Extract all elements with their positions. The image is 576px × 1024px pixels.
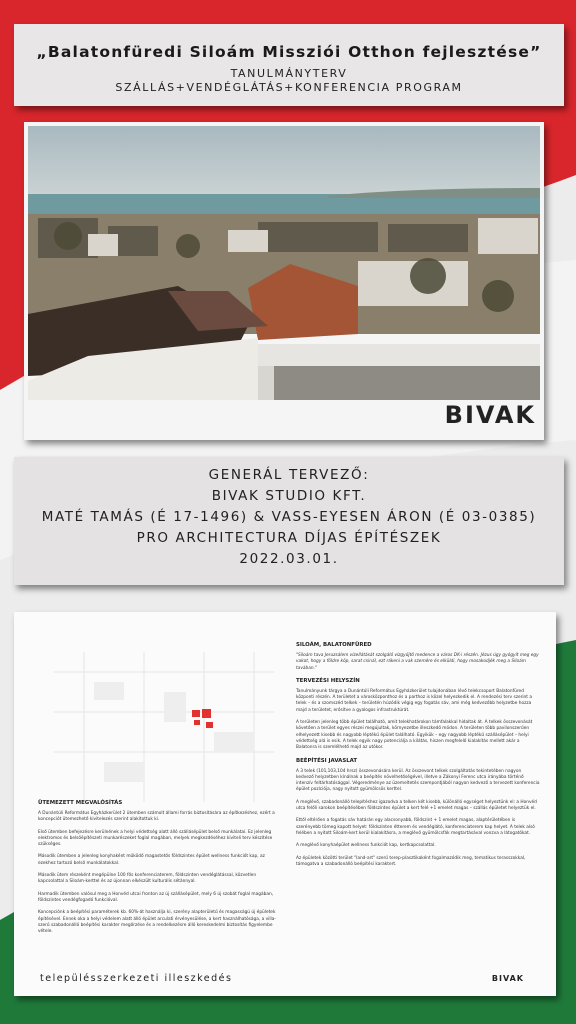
proposal-paragraph: A meglévő konyhaépület wellness funkciót kap, kertkapcsolattal.	[296, 843, 436, 849]
info-line-5: 2022.03.01.	[239, 551, 339, 567]
siloam-quote: "Siloám tava Jeruzsálem vízellátását szolgáló vízgyűjtő medence a város DK-i részén. Jézus úgy gyógyít meg egy vakot, hogy a földre köp, sarat csinál, ezt rákeni a vak szemére és elküldi, hogy mosakodjék meg a Siloám tavában."	[296, 653, 539, 671]
site-plan-drawing	[54, 652, 284, 802]
bivak-logo: BIVAK	[444, 401, 536, 429]
proposal-paragraph: Az épületek közötti terület "land-art" szerű terep-plasztikaként fogalmazódik meg, tematikus terasszokkal, támogatva a szabadonálló beépítési karaktert.	[296, 855, 526, 867]
phasing-paragraph: Második ütemben a jelenleg konyhaként működő magastetős földszintes épület wellness funkciót kap, az ezekhez tartozó belső munkálatokkal.	[38, 854, 265, 866]
site-paragraph: Tanulmányunk tárgya a Dunántúli Református Egyházkerület tulajdonában lévő telekcsoport Balatonfüred központi részén. A területet a városközponthoz és a parthoz is közel helyezkedik el. A rendezési terv szerint a telek – és a szomszéd telkek – területén húzódik végig egy fogatás sáv, ami még kedvezőbb helyzetbe hozza majd a területet, erősítve a gyalogos infrastruktúrát.	[296, 688, 532, 713]
phasing-paragraph: Első ütemben befejezésre kerülnének a helyi védettség alatt álló szállásépület belső munkálatai. Ez jelenleg elektromos és belsőépítészeti munkarészeket foglal magában, melyek megkezdéséhez kiviteli terv készítése szükséges.	[38, 829, 273, 848]
project-program: SZÁLLÁS+VENDÉGLÁTÁS+KONFERENCIA PROGRAM	[115, 81, 463, 94]
phasing-paragraph: Második ütem részeként megépülne 100 fős konferenciaterem, földszinten vendéglátással, közvetlen kapcsolattal a Siloám-kerttel és az újonnan elkészült kulturális sétánnyal.	[38, 873, 257, 885]
photo-card	[24, 122, 544, 440]
siloam-heading: SILOÁM, BALATONFÜRED	[296, 642, 372, 648]
doc-left-column	[38, 800, 278, 941]
site-heading: TERVEZÉSI HELYSZÍN	[296, 677, 360, 684]
doc-right-column	[296, 642, 540, 874]
phasing-paragraph: Harmadik ütemben valósul meg a Honvéd utcai fronton az új szállásépület, mely 6 új szobát foglal magában, földszintes vendégfogadó funkcióval.	[38, 891, 274, 903]
info-line-1: GENERÁL TERVEZŐ:	[208, 467, 370, 483]
document-preview-card	[14, 612, 556, 996]
phasing-heading: ÜTEMEZETT MEGVALÓSÍTÁS	[38, 800, 123, 806]
designer-info-card	[14, 457, 564, 585]
doc-caption: településszerkezeti illeszkedés	[40, 973, 233, 984]
phasing-paragraph: Koncepciónk a beépítési paraméterek kb. 60%-át használja ki, szerény alapterületű és magasságú új épületek építésével. Ennek oka a helyi védelem alatt álló épület arculati érvényesülése, a kert használhatósága, a villa-szerű szabadonálló beépítési karakter megőrzése és a rendelkezésre álló kereskedelmi biztosítás figyelembe vétele.	[38, 910, 276, 935]
project-subtitle: TANULMÁNYTERV	[230, 67, 348, 80]
info-line-4: PRO ARCHITECTURA DÍJAS ÉPÍTÉSZEK	[136, 530, 442, 546]
aerial-photo	[28, 126, 540, 400]
doc-bivak-logo: BIVAK	[491, 974, 524, 983]
phasing-paragraph: A Dunántúli Református Egyházkerület 2 ütemben számolt állami forrás biztosítására az építkezéshez, ezért a koncepciót ütemezhető kivitelezés szerint alakítottuk ki.	[38, 811, 275, 823]
info-line-3: MATÉ TAMÁS (É 17-1496) & VASS-EYESEN ÁRON (É 03-0385)	[41, 509, 537, 525]
site-paragraph: A területen jelenleg több épület található, amit telekhatárokon támfalakkal hidaltak át. A telkek összevonását követően a terület egyes részei megújultak, környezetbe illeszkedő módon. A területen több pavilonszerűen elhelyezett kisebb és nagyobb léptékű épület található. Egyikük – egy nagyobb léptékű szállásépület – helyi védettség alá is esik. A telek egyik nagy potenciálja a kilátás, hiszen megfelelő kialakítás mellett akár a Balatonra is szemlélhető majd az utókor.	[296, 720, 533, 751]
project-title: „Balatonfüredi Siloám Missziói Otthon fejlesztése”	[36, 43, 542, 61]
proposal-paragraph: A 3 telek (101,103,104 hrsz) összevonására kerül. Az összevont telkek szolgáltatás tekintetében nagyon kedvező helyzetben kínálnak a beépítés növelhetőségével, illetve a Zákonyi Ferenc utca irányába történő intenzív feltárhatósággal. Végeredménye az üzemeltetés szempontjából nagyon kedvező a tervezett konferencia épület pozíciója, nagy nyitott gyümölcsös kerttel.	[296, 768, 540, 793]
proposal-paragraph: Ettől eltérően a fogatás sáv határán egy alacsonyabb, földszint + 1 emelet magas, alaptérületében is szerényebb tömeg kapott helyet: földszinten étterem és vendéglátó, konferenciaterem kap helyet. A telek alsó felében a nyitott Siloám-kert kerül kialakításra, a meglévő gyümölcsfák megtartásával vonzva a látogatókat.	[296, 818, 535, 836]
title-card	[14, 24, 564, 106]
proposal-paragraph: A meglévő, szabadonálló telepítéshez igazodva a telken két kisebb, különálló egységet helyeztünk el: a Honvéd utca felőli sarokon beépítésében földszintes épület a kert felé +1 emelet magas – szállás épületet helyeztük el.	[296, 799, 537, 812]
proposal-heading: BEÉPÍTÉSI JAVASLAT	[296, 757, 358, 764]
info-line-2: BIVAK STUDIO KFT.	[211, 488, 367, 504]
